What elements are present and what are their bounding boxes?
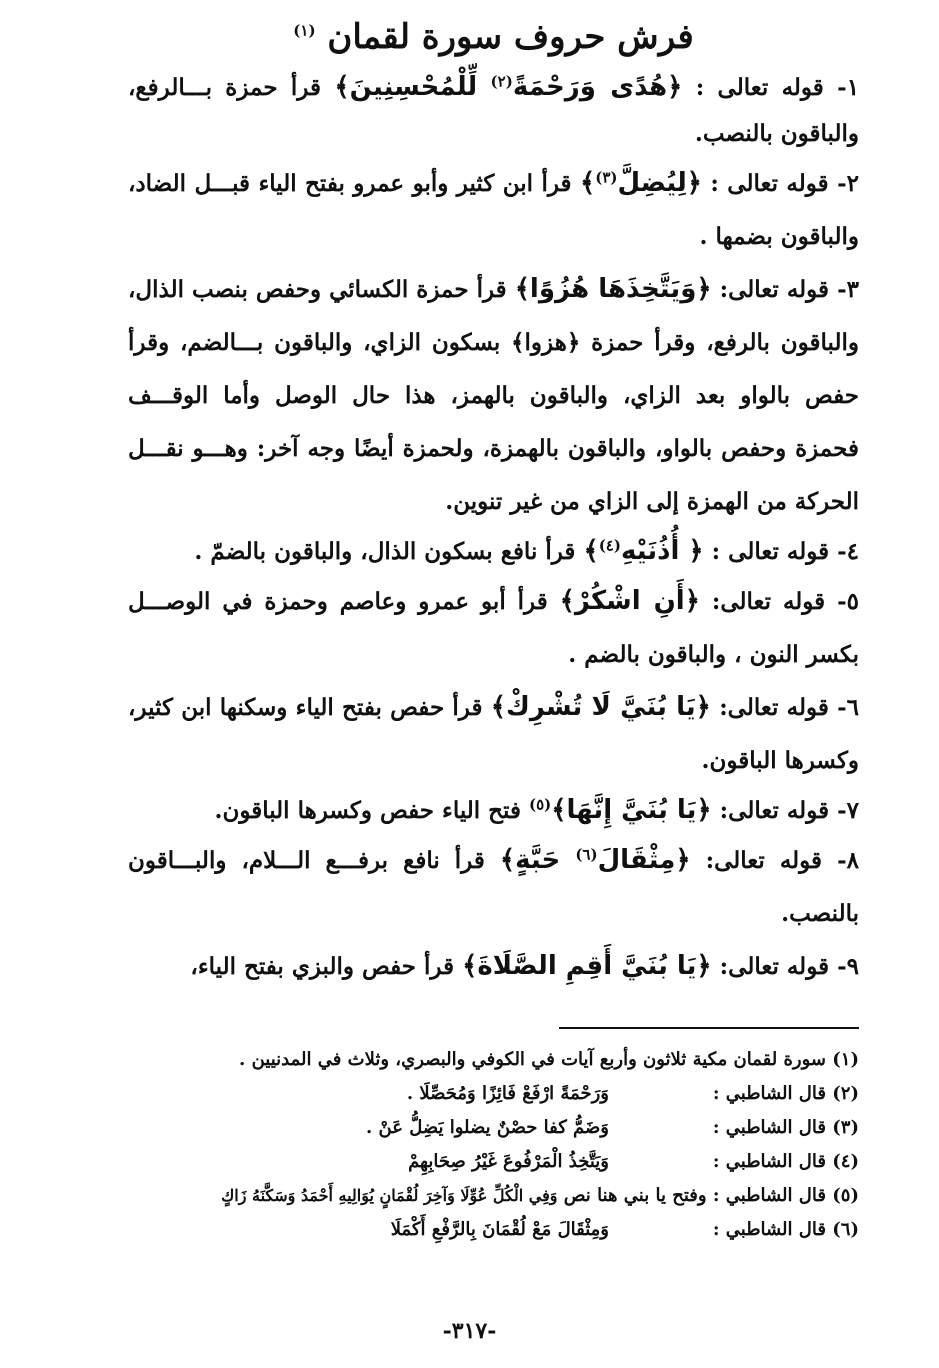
quran-quote: ﴿يَا بُنَيَّ إِنَّهَا﴾	[551, 795, 712, 825]
para-text: قرأ نافع بسكون الذال، والباقون بالضمّ .	[194, 538, 576, 565]
paragraph-3	[128, 263, 859, 528]
quran-quote: ﴿مِثْقَالَ	[597, 845, 691, 875]
footnote-ref: (٣)	[595, 168, 618, 187]
para-number: ٤-	[837, 538, 859, 565]
paragraph-9	[128, 940, 859, 993]
quran-quote: ﴿يَا بُنَيَّ أَقِمِ الصَّلَاةَ﴾	[462, 951, 712, 981]
paragraph-6	[128, 681, 859, 787]
para-number: ٧-	[837, 797, 859, 824]
quran-quote: ﴿ أُذُنَيْهِ	[620, 536, 704, 566]
paragraph-8	[128, 834, 859, 940]
footnote-verse: وَرَحْمَةً ارْفَعْ فَائِزًا وَمُحَصِّلَا .	[406, 1083, 609, 1104]
para-number: ٥-	[837, 588, 859, 615]
footnote-ref: (٥)	[528, 795, 552, 814]
quran-quote: ﴿وَيَتَّخِذَهَا هُزُوًا﴾	[514, 274, 712, 304]
footnote-number: (٢)	[832, 1083, 859, 1104]
title-text: فرش حروف سورة لقمان	[327, 17, 694, 57]
para-intro: قوله تعالى :	[695, 74, 824, 101]
footnote-ref: (٤)	[598, 536, 621, 555]
para-number: ٢-	[837, 170, 859, 197]
footnote-verse: وَيَتَّخِذُ الْمَرْفُوعَ غَيْرُ صِحَابِهِمْ	[408, 1151, 609, 1172]
footnote-text: قال الشاطبي :	[712, 1117, 826, 1138]
quran-quote: ﴿لِيُضِلَّ	[617, 168, 702, 198]
footnote-number: (٥)	[832, 1185, 859, 1206]
quran-quote: ﴿هُدًى وَرَحْمَةً	[512, 72, 683, 102]
footnote-1	[128, 1043, 859, 1077]
para-text: قرأ حفص والبزي بفتح الياء،	[190, 953, 455, 980]
paragraph-2	[128, 157, 859, 263]
para-number: ٦-	[837, 694, 860, 721]
para-text: قرأ ابن كثير وأبو عمرو بفتح الياء قبـــل الضاد، والباقون بضمها .	[128, 170, 859, 250]
footnote-2	[128, 1077, 859, 1111]
para-text: قرأ حفص بفتح الياء وسكنها ابن كثير، وكسرها الباقون.	[128, 694, 859, 774]
footnote-4	[128, 1145, 859, 1179]
paragraph-7	[128, 787, 859, 834]
footnote-separator-wrap	[128, 1027, 859, 1029]
footnote-text: قال الشاطبي :	[712, 1151, 826, 1172]
footnote-text: قال الشاطبي :	[712, 1083, 826, 1104]
para-intro: قوله تعالى :	[711, 538, 830, 565]
footnote-3	[128, 1111, 859, 1145]
footnote-ref: (٢)	[490, 72, 513, 91]
footnotes	[128, 1043, 859, 1247]
quran-quote-end: لِّلْمُحْسِنِينَ﴾	[334, 72, 478, 102]
para-intro: قوله تعالى:	[705, 847, 823, 874]
para-intro: قوله تعالى:	[711, 588, 826, 615]
footnote-verse: وَمِثْقَالَ مَعْ لُقْمَانَ بِالرَّفْعِ أَكْمَلَا	[390, 1219, 609, 1240]
paragraph-1	[128, 64, 859, 157]
quran-quote: ﴿يَا بُنَيَّ لَا تُشْرِكْ﴾	[490, 692, 711, 722]
page-number: -٣١٧-	[442, 1318, 497, 1344]
footnote-ref: (٦)	[575, 845, 598, 864]
para-intro: قوله تعالى:	[719, 694, 829, 721]
para-text: فتح الياء حفص وكسرها الباقون.	[214, 797, 521, 824]
para-text: قرأ حمزة الكسائي وحفص بنصب الذال، والباقون بالرفع، وقرأ حمزة ﴿هزوا﴾ بسكون الزاي، والباقون بـــالضم، وقرأ حفص بالواو بعد الزاي، والباقون بالهمز، هذا حال الوصل وأما الوقـــف فحمزة وحفص بالواو، والباقون بالهمزة، ولحمزة أيضًا وجه آخر: وهـــو نقـــل الحركة من الهمزة إلى الزاي من غير تنوين.	[128, 276, 859, 515]
para-text: قرأ حمزة بـــالرفع، والباقون بالنصب.	[128, 74, 859, 147]
footnote-5	[128, 1179, 859, 1213]
paragraph-5	[128, 575, 859, 681]
paragraph-4	[128, 528, 859, 575]
footnote-text: قال الشاطبي : وفتح يا بني هنا نص	[563, 1185, 826, 1206]
page-title	[128, 14, 859, 60]
para-intro: قوله تعالى:	[719, 276, 830, 303]
title-footnote-ref: (١)	[293, 21, 316, 40]
quran-quote-end: ﴾	[579, 168, 596, 198]
footnote-verse: وَضَمُّ كفا حصْنٌ يضلوا يَضِلُّ عَنْ .	[366, 1117, 609, 1138]
footnote-number: (٦)	[832, 1219, 859, 1240]
para-number: ٣-	[837, 276, 859, 303]
footnote-number: (٤)	[832, 1151, 859, 1172]
para-intro: قوله تعالى:	[719, 953, 830, 980]
quran-quote: ﴿أَنِ اشْكُرْ﴾	[559, 586, 700, 616]
footnote-number: (٣)	[832, 1117, 859, 1138]
footnote-verse: وَفِي الْكُلِّ عُوِّلَا وَآخِرَ لُقْمَانٍ يُوَالِيهِ أَحْمَدُ وَسَكَّنَهُ زَاكٍ	[221, 1186, 558, 1205]
footnote-text: قال الشاطبي :	[712, 1219, 826, 1240]
para-intro: قوله تعالى:	[719, 797, 830, 824]
footnote-text: سورة لقمان مكية ثلاثون وأربع آيات في الكوفي والبصري، وثلاث في المدنيين .	[239, 1049, 826, 1070]
para-text: قرأ أبو عمرو وعاصم وحمزة في الوصـــل بكسر النون ، والباقون بالضم .	[128, 588, 859, 668]
footnote-6	[128, 1213, 859, 1247]
para-number: ٩-	[837, 953, 859, 980]
para-number: ٨-	[837, 847, 860, 874]
quran-quote-end: حَبَّةٍ﴾	[499, 845, 561, 875]
footnote-separator	[559, 1027, 859, 1029]
para-text: قرأ نافع برفـــع الـــلام، والبـــاقون بالنصب.	[128, 847, 859, 927]
quran-quote-end: ﴾	[583, 536, 599, 566]
footnote-number: (١)	[832, 1049, 859, 1070]
para-number: ١-	[837, 74, 860, 101]
para-intro: قوله تعالى :	[710, 170, 829, 197]
